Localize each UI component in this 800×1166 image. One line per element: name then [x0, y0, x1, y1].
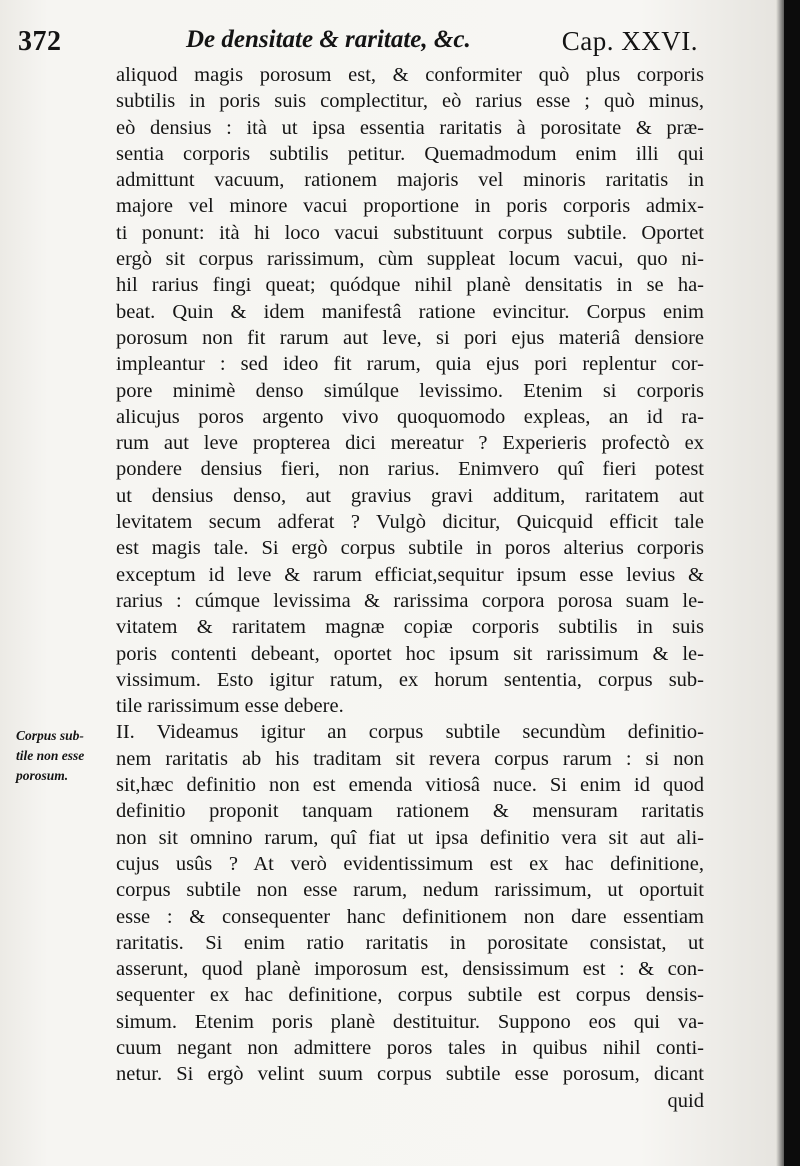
text-line: porosum non fit rarum aut leve, si pori ejus materiâ densiore	[116, 326, 704, 349]
text-line: corpus subtile non esse rarum, nedum rarissimum, ut oportuit	[116, 879, 704, 902]
body-text	[116, 62, 704, 1114]
margin-note-line: porosum.	[16, 768, 69, 783]
text-line: beat. Quin & idem manifestâ ratione evincitur. Corpus enim	[116, 300, 704, 323]
text-line: nem raritatis ab his traditam sit revera corpus rarum : si non	[116, 747, 704, 770]
text-line: raritatis. Si enim ratio raritatis in porositate consistat, ut	[116, 931, 704, 954]
text-line: admittunt vacuum, rationem majoris vel minoris raritatis in	[116, 169, 704, 192]
text-line: tile rarissimum esse debere.	[116, 695, 344, 718]
text-line: sentia corporis subtilis petitur. Quemadmodum enim illi qui	[116, 142, 704, 165]
text-line: ut densius denso, aut gravius gravi additum, raritatem aut	[116, 484, 704, 507]
margin-note-line: Corpus sub-	[16, 728, 84, 743]
text-line: vissimum. Esto igitur ratum, ex horum sententia, corpus sub-	[116, 668, 704, 691]
text-line: majore vel minore vacui proportione in poris corporis admix-	[116, 195, 704, 218]
margin-note-line: tile non esse	[16, 748, 85, 763]
text-line: esse : & consequenter hanc definitionem non dare essentiam	[116, 905, 704, 928]
running-title: De densitate & raritate, &c.	[186, 26, 471, 53]
text-line: simum. Etenim poris planè destituitur. Suppono eos qui va-	[116, 1010, 704, 1033]
text-line: hil rarius fingi queat; quódque nihil planè densitatis in se ha-	[116, 274, 704, 297]
text-line: eò densius : ità ut ipsa essentia raritatis à porositate & præ-	[116, 116, 704, 139]
text-line: exceptum id leve & rarum efficiat,sequitur ipsum esse levius &	[116, 563, 704, 586]
text-line: sequenter ex hac definitione, corpus subtile est corpus densis-	[116, 984, 704, 1007]
text-line: rum aut leve propterea dici mereatur ? Experieris profectò ex	[116, 432, 704, 455]
text-line: pondere densius fieri, non rarius. Enimvero quî fieri potest	[116, 458, 704, 481]
text-line: cujus usûs ? At verò evidentissimum est ex hac definitione,	[116, 852, 704, 875]
text-line: pore minimè denso simúlque levissimo. Etenim si corporis	[116, 379, 704, 402]
text-line: definitio proponit tanquam rationem & mensuram raritatis	[116, 800, 704, 823]
text-line: alicujus poros argento vivo quoquomodo expleas, an id ra-	[116, 405, 704, 428]
text-line: non sit omnino rarum, quî fiat ut ipsa definitio vera sit aut ali-	[116, 826, 704, 849]
text-line: ti ponunt: ità hi loco vacui substituunt corpus subtile. Oportet	[116, 221, 704, 244]
page-header	[18, 22, 698, 56]
text-line: II. Videamus igitur an corpus subtile secundùm definitio-	[116, 721, 704, 744]
text-line: subtilis in poris suis complectitur, eò rarius esse ; quò minus,	[116, 90, 704, 113]
page-number: 372	[18, 26, 62, 57]
text-line: poris contenti debeant, oportet hoc ipsum sit rarissimum & le-	[116, 642, 704, 665]
book-gutter-shadow	[784, 0, 800, 1166]
text-line: cuum negant non admittere poros tales in quibus nihil conti-	[116, 1036, 704, 1059]
text-line: aliquod magis porosum est, & conformiter quò plus corporis	[116, 64, 704, 86]
chapter-heading: Cap. XXVI.	[561, 26, 698, 56]
text-line: vitatem & raritatem magnæ copiæ corporis subtilis in suis	[116, 616, 704, 639]
text-line: asserunt, quod planè imporosum est, densissimum est : & con-	[116, 958, 704, 981]
text-line: rarius : cúmque levissima & rarissima corpora porosa suam le-	[116, 589, 704, 612]
catchword: quid	[667, 1089, 704, 1112]
text-line: est magis tale. Si ergò corpus subtile in poros alterius corporis	[116, 537, 704, 560]
text-line: levitatem secum adferat ? Vulgò dicitur, Quicquid efficit tale	[116, 511, 704, 534]
text-line: impleantur : sed ideo fit rarum, quia ejus pori replentur cor-	[116, 353, 704, 376]
text-line: ergò sit corpus rarissimum, cùm suppleat locum vacui, quo ni-	[116, 248, 704, 271]
text-line: sit,hæc definitio non est emenda vitiosâ nuce. Si enim id quod	[116, 774, 704, 797]
margin-note	[16, 726, 106, 786]
text-line: netur. Si ergò velint suum corpus subtile esse porosum, dicant	[116, 1063, 704, 1086]
